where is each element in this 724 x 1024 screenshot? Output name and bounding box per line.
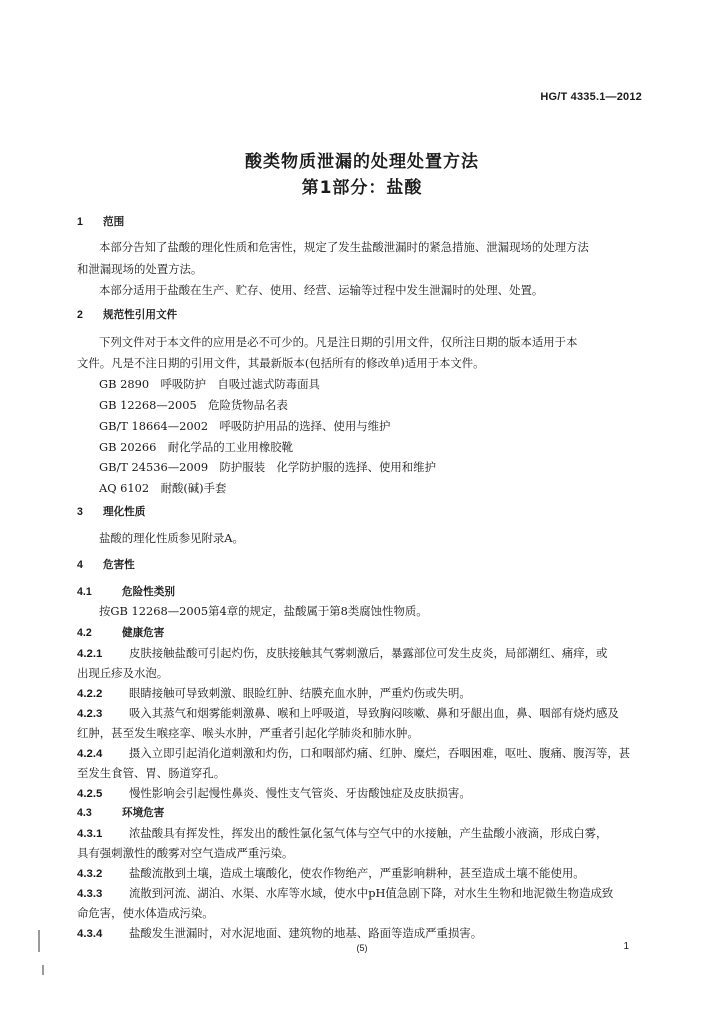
standard-code: HG/T 4335.1—2012 — [540, 91, 642, 103]
clause-number: 4.3.1 — [77, 828, 103, 840]
reference-item: GB 20266 耐化学品的工业用橡胶靴 — [99, 440, 294, 454]
section-1-heading — [77, 215, 124, 229]
clause-text: 吸入其蒸气和烟雾能刺激鼻、喉和上呼吸道，导致胸闷咳嗽、鼻和牙龈出血，鼻、咽部有烧灼感及 — [129, 706, 619, 720]
reference-item: AQ 6102 耐酸(碱)手套 — [99, 481, 227, 495]
section-number: 2 — [77, 309, 83, 321]
clause-4-3-3 — [77, 886, 613, 901]
clause-number: 4.2.3 — [77, 708, 103, 720]
clause-text: 盐酸发生泄漏时，对水泥地面、建筑物的地基、路面等造成严重损害。 — [129, 926, 483, 940]
clause-number: 4.2.2 — [77, 688, 103, 700]
document-subtitle: 第1部分：盐酸 — [301, 178, 423, 198]
paragraph: 下列文件对于本文件的应用是必不可少的。凡是注日期的引用文件，仅所注日期的版本适用于本 — [99, 335, 578, 349]
section-title: 理化性质 — [103, 506, 146, 518]
section-title: 规范性引用文件 — [103, 309, 178, 321]
clause-continuation: 命危害，使水体造成污染。 — [77, 906, 214, 920]
section-4-heading — [77, 558, 135, 572]
clause-continuation: 红肿，甚至发生喉痉挛、喉头水肿，严重者引起化学肺炎和肺水肿。 — [77, 726, 419, 740]
subsection-number: 4.3 — [77, 807, 92, 819]
clause-number: 4.3.2 — [77, 868, 103, 880]
clause-text: 皮肤接触盐酸可引起灼伤，皮肤接触其气雾刺激后，暴露部位可发生皮炎，局部潮红、痛痒，或 — [129, 646, 608, 660]
clause-4-2-2 — [77, 686, 471, 701]
subsection-number: 4.1 — [77, 586, 92, 598]
subsection-title: 健康危害 — [122, 627, 165, 639]
page-code: (5) — [356, 943, 368, 953]
subsection-4-1-heading — [77, 585, 175, 599]
clause-text: 浓盐酸具有挥发性，挥发出的酸性氯化氢气体与空气中的水接触，产生盐酸小液滴，形成白雾， — [129, 826, 608, 840]
clause-4-2-4 — [77, 746, 630, 761]
clause-text: 眼睛接触可导致刺激、眼睑红肿、结膜充血水肿，严重灼伤或失明。 — [129, 686, 471, 700]
subsection-4-3-heading — [77, 806, 164, 820]
clause-number: 4.3.4 — [77, 928, 103, 940]
clause-number: 4.2.5 — [77, 788, 103, 800]
clause-text: 慢性影响会引起慢性鼻炎、慢性支气管炎、牙齿酸蚀症及皮肤损害。 — [129, 786, 471, 800]
subsection-number: 4.2 — [77, 627, 92, 639]
clause-4-3-2 — [77, 866, 585, 881]
clause-text: 流散到河流、湖泊、水渠、水库等水域，使水中pH值急剧下降，对水生生物和地泥微生物造成致 — [129, 886, 614, 900]
scan-artifact — [42, 965, 44, 975]
clause-4-2-3 — [77, 706, 619, 721]
subsection-title: 危险性类别 — [122, 586, 175, 598]
reference-item: GB/T 18664—2002 呼吸防护用品的选择、使用与维护 — [99, 419, 391, 433]
clause-4-2-5 — [77, 786, 471, 801]
paragraph: 本部分告知了盐酸的理化性质和危害性，规定了发生盐酸泄漏时的紧急措施、泄漏现场的处理方法 — [99, 240, 589, 254]
section-number: 1 — [77, 216, 83, 228]
clause-4-3-4 — [77, 926, 482, 941]
section-number: 4 — [77, 559, 83, 571]
subsection-4-2-heading — [77, 626, 164, 640]
paragraph: 文件。凡是不注日期的引用文件，其最新版本(包括所有的修改单)适用于本文件。 — [77, 356, 485, 370]
clause-continuation: 具有强刺激性的酸雾对空气造成严重污染。 — [77, 846, 294, 860]
section-title: 危害性 — [103, 559, 135, 571]
paragraph: 本部分适用于盐酸在生产、贮存、使用、经营、运输等过程中发生泄漏时的处理、处置。 — [99, 283, 544, 297]
clause-4-2-1 — [77, 646, 607, 661]
scan-artifact — [38, 930, 40, 952]
clause-number: 4.3.3 — [77, 888, 103, 900]
section-title: 范围 — [103, 216, 125, 228]
clause-4-3-1 — [77, 826, 607, 841]
subsection-title: 环境危害 — [122, 807, 165, 819]
section-2-heading — [77, 308, 177, 322]
document-title: 酸类物质泄漏的处理处置方法 — [245, 152, 479, 172]
clause-number: 4.2.1 — [77, 648, 103, 660]
clause-text: 摄入立即引起消化道刺激和灼伤，口和咽部灼痛、红肿、糜烂，吞咽困难，呕吐、腹痛、腹泻等，甚 — [129, 746, 631, 760]
reference-item: GB/T 24536—2009 防护服装 化学防护服的选择、使用和维护 — [99, 460, 436, 474]
clause-text: 盐酸流散到土壤，造成土壤酸化，使农作物绝产，严重影响耕种，甚至造成土壤不能使用。 — [129, 866, 585, 880]
clause-number: 4.2.4 — [77, 748, 103, 760]
paragraph: 按GB 12268—2005第4章的规定，盐酸属于第8类腐蚀性物质。 — [99, 604, 428, 618]
clause-continuation: 出现丘疹及水泡。 — [77, 666, 169, 680]
page-number: 1 — [623, 941, 629, 952]
reference-item: GB 2890 呼吸防护 自吸过滤式防毒面具 — [99, 377, 320, 391]
paragraph: 和泄漏现场的处置方法。 — [77, 262, 203, 276]
reference-item: GB 12268—2005 危险货物品名表 — [99, 398, 288, 412]
paragraph: 盐酸的理化性质参见附录A。 — [99, 531, 244, 545]
section-number: 3 — [77, 506, 83, 518]
clause-continuation: 至发生食管、胃、肠道穿孔。 — [77, 766, 226, 780]
section-3-heading — [77, 505, 145, 519]
